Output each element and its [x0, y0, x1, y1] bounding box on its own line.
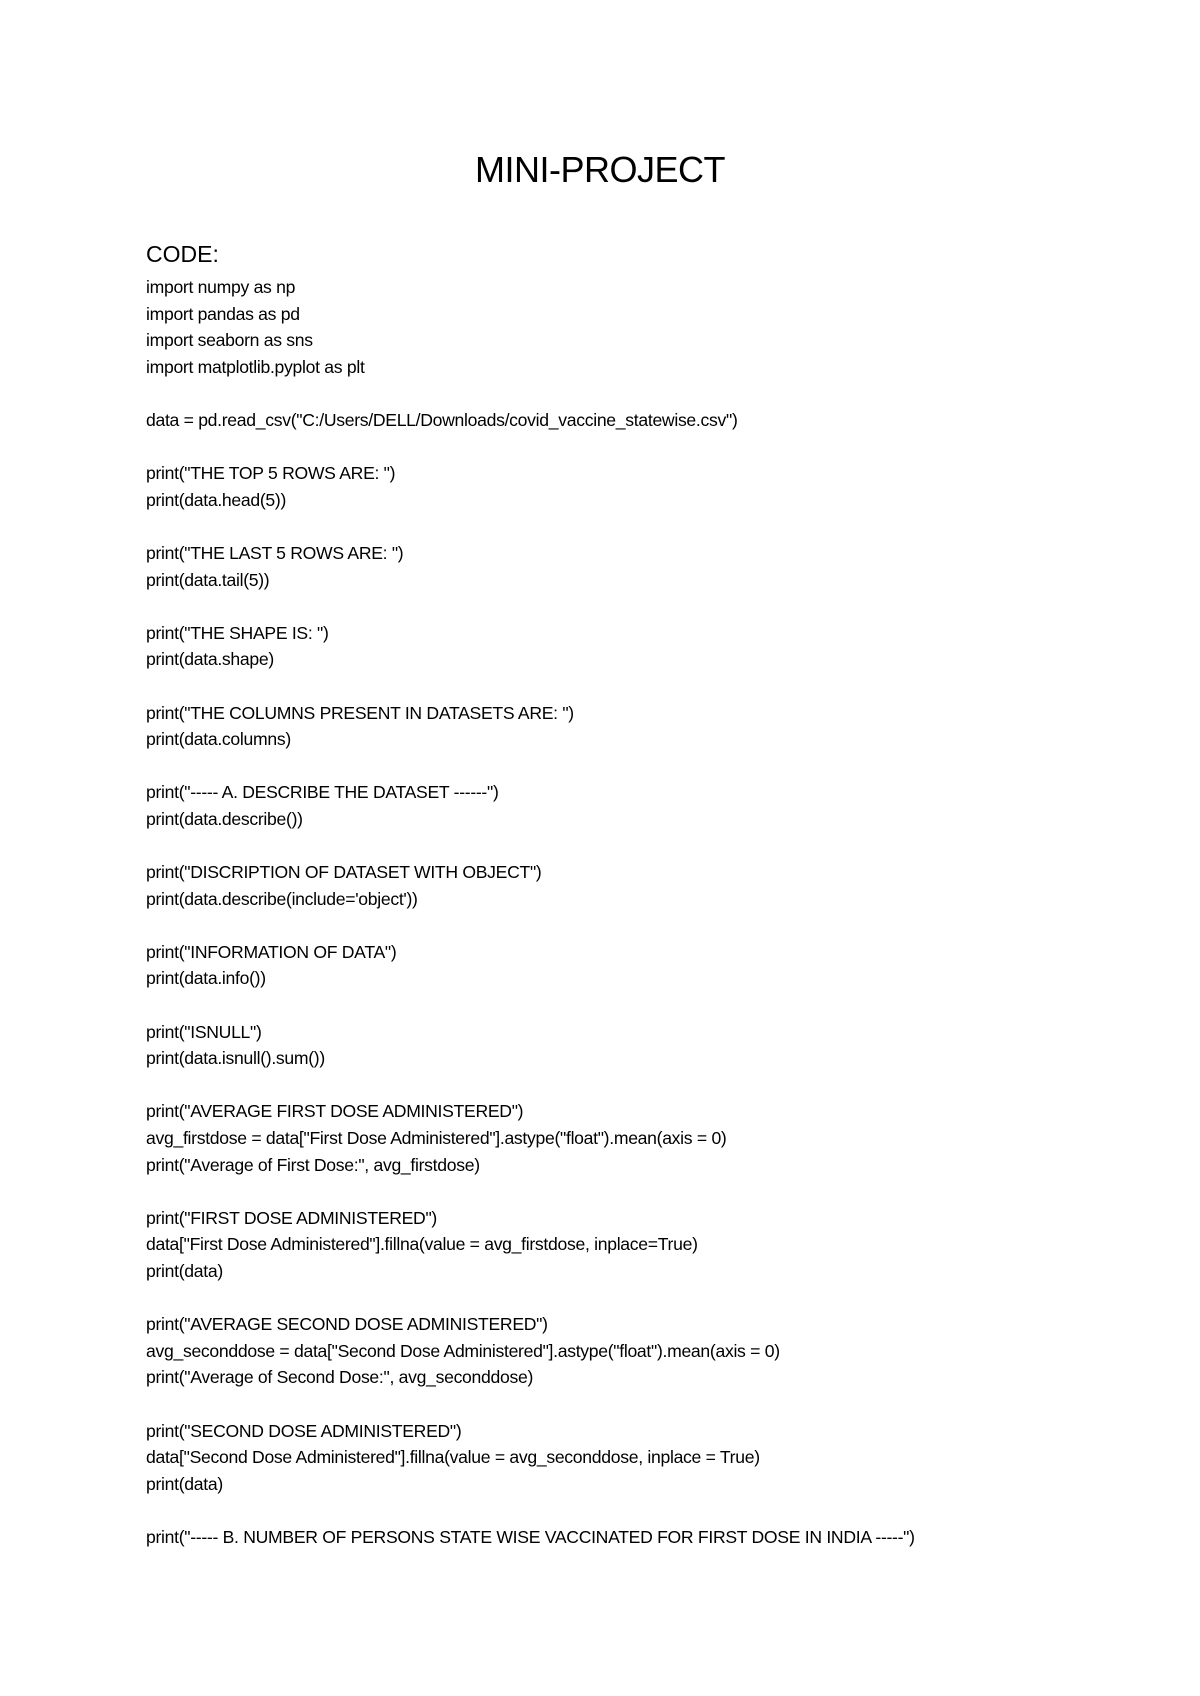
code-line: print(data.tail(5)): [146, 569, 270, 590]
code-group: [146, 1205, 1156, 1285]
code-group: [146, 939, 1156, 992]
code-line: print("THE LAST 5 ROWS ARE: "): [146, 542, 404, 563]
code-line: avg_seconddose = data["Second Dose Administered"].astype("float").mean(axis = 0): [146, 1340, 780, 1361]
code-group: [146, 274, 1156, 380]
code-group: [146, 1418, 1156, 1498]
code-line: import numpy as np: [146, 277, 296, 297]
code-line: print("----- B. NUMBER OF PERSONS STATE WISE VACCINATED FOR FIRST DOSE IN INDIA -----"): [146, 1526, 915, 1547]
code-line: print("DISCRIPTION OF DATASET WITH OBJECT"): [146, 862, 542, 883]
code-block: [146, 274, 1156, 1577]
code-group: [146, 540, 1156, 593]
code-line: import matplotlib.pyplot as plt: [146, 356, 365, 377]
code-group: [146, 1311, 1156, 1391]
code-line: print("INFORMATION OF DATA"): [146, 941, 397, 962]
code-line: print(data): [146, 1260, 223, 1281]
code-line: print("----- A. DESCRIBE THE DATASET ------"): [146, 782, 499, 803]
code-line: print("FIRST DOSE ADMINISTERED"): [146, 1207, 437, 1228]
code-line: print("THE TOP 5 ROWS ARE: "): [146, 463, 396, 484]
code-line: import pandas as pd: [146, 303, 300, 324]
code-line: print(data.head(5)): [146, 489, 287, 510]
code-line: print(data.info()): [146, 968, 266, 989]
code-line: print("THE SHAPE IS: "): [146, 622, 329, 643]
code-line: import seaborn as sns: [146, 330, 313, 351]
code-line: print(data): [146, 1473, 223, 1494]
code-line: data["First Dose Administered"].fillna(value = avg_firstdose, inplace=True): [146, 1234, 698, 1255]
code-line: print("Average of Second Dose:", avg_seconddose): [146, 1367, 534, 1388]
code-group: [146, 620, 1156, 673]
code-group: [146, 700, 1156, 753]
code-line: print("SECOND DOSE ADMINISTERED"): [146, 1420, 462, 1441]
code-group: [146, 1019, 1156, 1072]
code-line: print("AVERAGE SECOND DOSE ADMINISTERED"): [146, 1314, 548, 1335]
code-line: print("THE COLUMNS PRESENT IN DATASETS ARE: "): [146, 702, 574, 723]
code-line: avg_firstdose = data["First Dose Administered"].astype("float").mean(axis = 0): [146, 1128, 727, 1148]
code-line: print(data.describe()): [146, 808, 303, 829]
code-group: [146, 859, 1156, 912]
page-title: MINI-PROJECT: [475, 149, 725, 190]
code-line: data = pd.read_csv("C:/Users/DELL/Downloads/covid_vaccine_statewise.csv"): [146, 409, 738, 430]
code-line: print("Average of First Dose:", avg_firstdose): [146, 1154, 480, 1175]
code-line: print(data.columns): [146, 729, 291, 750]
code-line: print(data.shape): [146, 649, 274, 670]
code-group: [146, 460, 1156, 513]
code-group: [146, 1098, 1156, 1178]
code-line: print(data.describe(include='object')): [146, 888, 418, 909]
code-group: [146, 779, 1156, 832]
code-group: [146, 1524, 1156, 1551]
code-line: print("AVERAGE FIRST DOSE ADMINISTERED"): [146, 1101, 524, 1122]
code-line: data["Second Dose Administered"].fillna(value = avg_seconddose, inplace = True): [146, 1447, 760, 1468]
code-line: print("ISNULL"): [146, 1021, 262, 1042]
code-group: [146, 407, 1156, 434]
code-line: print(data.isnull().sum()): [146, 1048, 325, 1069]
code-heading: CODE:: [146, 241, 219, 267]
